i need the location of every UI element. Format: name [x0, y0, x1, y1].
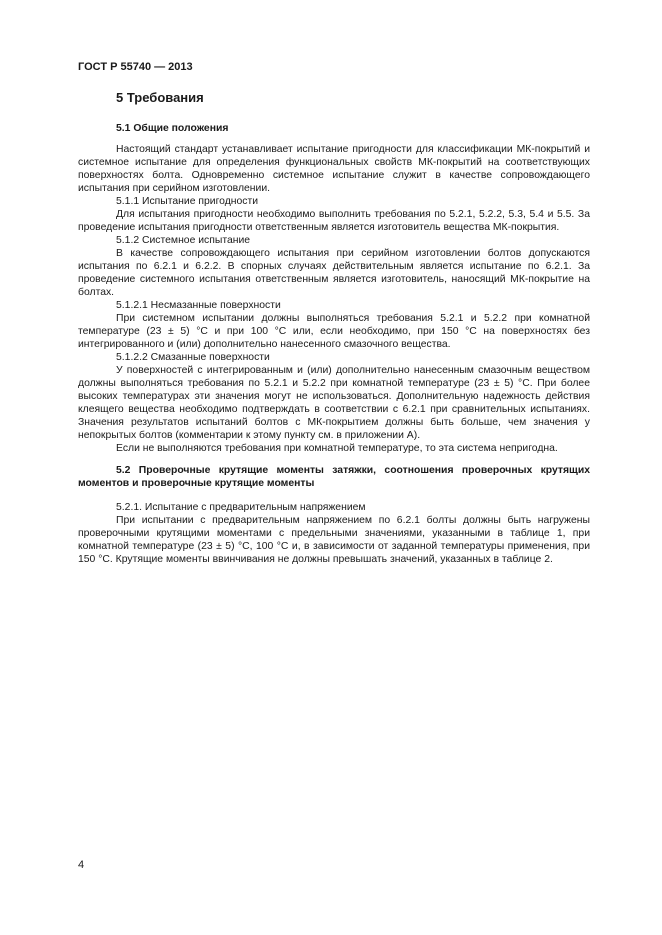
paragraph-5-1: Настоящий стандарт устанавливает испытание пригодности для классификации МК-покрытий и системное испытание для определения функциональных свойств МК-покрытий на соответствующих поверхностях болта. Одновременно системное испытание служит в качестве сопровождающего испытания при серийном изготовлении.	[78, 144, 590, 194]
subsection-title-5-1: 5.1 Общие положения	[116, 123, 229, 134]
paragraph-5-1-2-2-note: Если не выполняются требования при комнатной температуре, то эта система непригодна.	[116, 443, 558, 454]
paragraph-5-2-1: При испытании с предварительным напряжением по 6.2.1 болты должны быть нагружены проверочными крутящими моментами с предельными значениями, указанными в таблице 1, при комнатной температуре (23 ± 5) °С, 100 °С и, в зависимости от заданной температуры применения, при 150 °С. Крутящие моменты ввинчивания не должны превышать значений, указанных в таблице 2.	[78, 515, 590, 565]
page-number: 4	[78, 859, 85, 871]
clause-title-5-1-1: 5.1.1 Испытание пригодности	[116, 196, 259, 207]
paragraph-5-1-2-2: У поверхностей с интегрированным и (или) дополнительно нанесенным смазочным веществом должны выполняться требования по 5.2.1 и 5.2.2 при комнатной температуре (23 ± 5) °С. При более высоких температурах эти значения могут не использоваться. Дополнительную надежность действия клеящего вещества необходимо подтверждать в соответствии с 6.2.1 при сравнительных испытаниях. Значения результатов испытаний болтов с МК-покрытием должны быть больше, чем значения у непокрытых болтов (комментарии к этому пункту см. в приложении А).	[78, 365, 590, 441]
document-header: ГОСТ Р 55740 — 2013	[78, 61, 193, 73]
document-body	[78, 90, 590, 566]
paragraph-5-1-2-1: При системном испытании должны выполняться требования 5.2.1 и 5.2.2 при комнатной температуре (23 ± 5) °С и при 100 °С или, если необходимо, при 150 °С на поверхностях без интегрированного и (или) дополнительно нанесенного смазочного вещества.	[78, 313, 590, 350]
clause-title-5-1-2-2: 5.1.2.2 Смазанные поверхности	[116, 352, 270, 363]
clause-title-5-1-2: 5.1.2 Системное испытание	[116, 235, 251, 246]
clause-title-5-1-2-1: 5.1.2.1 Несмазанные поверхности	[116, 300, 281, 311]
clause-title-5-2-1: 5.2.1. Испытание с предварительным напряжением	[116, 502, 366, 513]
section-title: 5 Требования	[116, 90, 204, 105]
paragraph-5-1-2: В качестве сопровождающего испытания при серийном изготовлении болтов допускаются испытания по 6.2.1 и 6.2.2. В спорных случаях действительным является испытание по 6.2.1. За проведение системного испытания ответственным является изготовитель, наносящий МК-покрытие на болтах.	[78, 248, 590, 298]
subsection-title-5-2: 5.2 Проверочные крутящие моменты затяжки, соотношения проверочных крутящих моментов и проверочные крутящие моменты	[78, 465, 590, 489]
paragraph-5-1-1: Для испытания пригодности необходимо выполнить требования по 5.2.1, 5.2.2, 5.3, 5.4 и 5.5. За проведение испытания пригодности ответственным является изготовитель вещества МК-покрытия.	[78, 209, 590, 233]
